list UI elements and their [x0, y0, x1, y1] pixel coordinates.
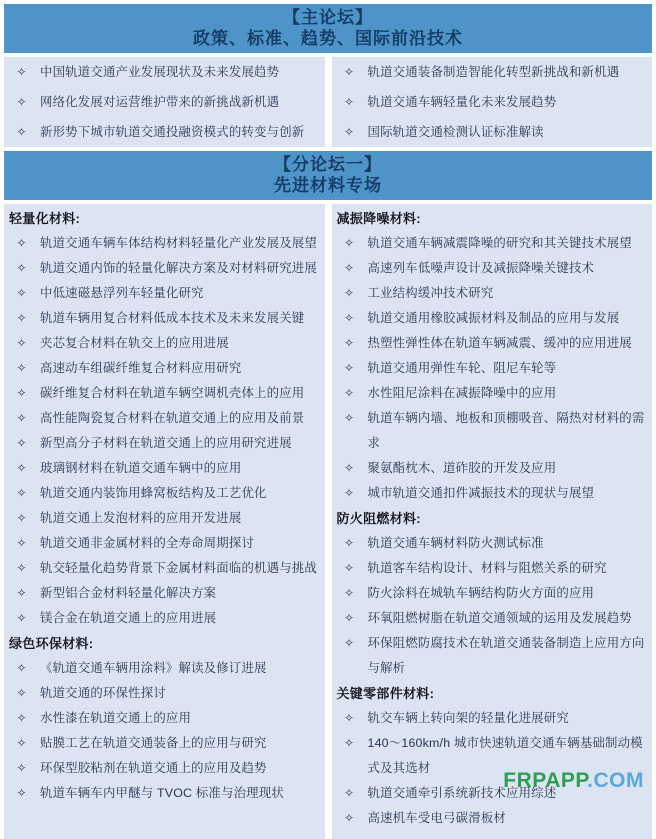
- section-heading: 防火阻燃材料:: [336, 511, 421, 526]
- agenda-item-label: 轨道交通车辆轻量化未来发展趋势: [367, 95, 557, 109]
- diamond-bullet-icon: ✧: [16, 436, 27, 450]
- diamond-bullet-icon: ✧: [343, 386, 355, 400]
- diamond-bullet-icon: ✧: [343, 611, 355, 625]
- agenda-item-label: 轨道客车结构设计、材料与阻燃关系的研究: [367, 561, 607, 575]
- agenda-item: [4, 781, 325, 806]
- agenda-item: [332, 706, 653, 731]
- watermark-site-tld: .COM: [587, 769, 644, 792]
- diamond-bullet-icon: ✧: [16, 711, 27, 725]
- sub-forum-title: 【分论坛一】: [274, 155, 382, 174]
- diamond-bullet-icon: ✧: [343, 411, 355, 425]
- agenda-item-label: 轨道交通上发泡材料的应用开发进展: [40, 511, 242, 525]
- agenda-item-label: 轨道交通内饰的轻量化解决方案及对材料研究进展: [40, 261, 317, 275]
- diamond-bullet-icon: ✧: [343, 336, 355, 350]
- agenda-item-label: 聚氨酯枕木、道砟胶的开发及应用: [367, 461, 557, 475]
- diamond-bullet-icon: ✧: [343, 561, 355, 575]
- diamond-bullet-icon: ✧: [16, 336, 27, 350]
- agenda-item: [332, 731, 653, 781]
- agenda-item-label: 轨道交通用橡胶减振材料及制品的应用与发展: [367, 311, 620, 325]
- diamond-bullet-icon: ✧: [343, 236, 355, 250]
- agenda-item-label: 城市轨道交通扣件减振技术的现状与展望: [367, 486, 595, 500]
- diamond-bullet-icon: ✧: [343, 586, 355, 600]
- agenda-item-label: 贴膜工艺在轨道交通装备上的应用与研究: [40, 736, 267, 750]
- main-forum-header-band: [4, 4, 652, 53]
- agenda-item: [332, 531, 653, 556]
- agenda-item-label: 环氧阻燃树脂在轨道交通领域的运用及发展趋势: [367, 611, 632, 625]
- agenda-item-label: 高速动车组碳纤维复合材料应用研究: [40, 361, 242, 375]
- diamond-bullet-icon: ✧: [16, 786, 27, 800]
- diamond-bullet-icon: ✧: [16, 411, 27, 425]
- diamond-bullet-icon: ✧: [343, 711, 355, 725]
- diamond-bullet-icon: ✧: [16, 236, 27, 250]
- agenda-item: [4, 57, 325, 87]
- agenda-item: [332, 331, 653, 356]
- agenda-item-label: 《轨道交通车辆用涂料》解读及修订进展: [40, 661, 267, 675]
- agenda-item-label: 中低速磁悬浮列车轻量化研究: [40, 286, 204, 300]
- agenda-item-label: 轨道交通内装饰用蜂窝板结构及工艺优化: [40, 486, 267, 500]
- diamond-bullet-icon: ✧: [16, 311, 27, 325]
- diamond-bullet-icon: ✧: [343, 811, 355, 825]
- agenda-item: [332, 356, 653, 381]
- diamond-bullet-icon: ✧: [16, 65, 27, 79]
- agenda-item: [4, 581, 325, 606]
- diamond-bullet-icon: ✧: [343, 286, 355, 300]
- agenda-item: [4, 231, 325, 256]
- agenda-item: [4, 281, 325, 306]
- agenda-item-label: 热塑性弹性体在轨道车辆减震、缓冲的应用进展: [367, 336, 632, 350]
- sub-forum-header-band: [4, 151, 652, 200]
- main-forum-left-column: [4, 57, 325, 147]
- diamond-bullet-icon: ✧: [16, 461, 27, 475]
- diamond-bullet-icon: ✧: [343, 125, 355, 139]
- agenda-item-label: 轨道交通非金属材料的全寿命周期探讨: [40, 536, 255, 550]
- diamond-bullet-icon: ✧: [16, 611, 27, 625]
- diamond-bullet-icon: ✧: [16, 511, 27, 525]
- main-forum-topics: [4, 57, 652, 147]
- agenda-item: [4, 87, 325, 117]
- agenda-item-label: 新型铝合金材料轻量化解决方案: [40, 586, 217, 600]
- agenda-item: [4, 706, 325, 731]
- agenda-item-label: 轨交车辆上转向架的轻量化进展研究: [367, 711, 569, 725]
- diamond-bullet-icon: ✧: [343, 361, 355, 375]
- diamond-bullet-icon: ✧: [343, 536, 355, 550]
- diamond-bullet-icon: ✧: [16, 95, 27, 109]
- agenda-item: [4, 256, 325, 281]
- sub-forum-topics: [4, 204, 652, 839]
- agenda-item-label: 国际轨道交通检测认证标准解读: [367, 125, 544, 139]
- watermark-site-name: FRPAPP: [503, 769, 588, 792]
- agenda-item: [4, 756, 325, 781]
- agenda-item: [4, 481, 325, 506]
- sub-forum-right-column: [332, 204, 653, 839]
- diamond-bullet-icon: ✧: [16, 736, 27, 750]
- agenda-item-label: 高速列车低噪声设计及减振降噪关键技术: [367, 261, 595, 275]
- agenda-item-label: 玻璃钢材料在轨道交通车辆中的应用: [40, 461, 242, 475]
- agenda-item-label: 夹芯复合材料在轨交上的应用进展: [40, 336, 229, 350]
- agenda-item: [332, 306, 653, 331]
- agenda-item-label: 水性漆在轨道交通上的应用: [40, 711, 192, 725]
- agenda-item: [332, 87, 653, 117]
- diamond-bullet-icon: ✧: [16, 661, 27, 675]
- agenda-item: [4, 506, 325, 531]
- diamond-bullet-icon: ✧: [16, 561, 27, 575]
- diamond-bullet-icon: ✧: [343, 736, 355, 750]
- agenda-item: [332, 57, 653, 87]
- agenda-item-label: 轨道交通牵引系统新技术应用综述: [367, 786, 557, 800]
- agenda-item: [332, 631, 653, 681]
- diamond-bullet-icon: ✧: [343, 461, 355, 475]
- agenda-item: [4, 656, 325, 681]
- agenda-item: [332, 781, 653, 806]
- agenda-item-label: 工业结构缓冲技术研究: [367, 286, 494, 300]
- agenda-item: [4, 456, 325, 481]
- agenda-item-label: 环保阻燃防腐技术在轨道交通装备制造上应用方向与解析: [367, 636, 645, 675]
- agenda-item: [332, 406, 653, 456]
- diamond-bullet-icon: ✧: [16, 361, 27, 375]
- agenda-item: [332, 806, 653, 831]
- main-forum-title: 【主论坛】: [283, 8, 373, 27]
- agenda-item: [4, 406, 325, 431]
- diamond-bullet-icon: ✧: [343, 95, 355, 109]
- agenda-item: [332, 456, 653, 481]
- agenda-item-label: 轨道车辆用复合材料低成本技术及未来发展关键: [40, 311, 305, 325]
- agenda-item-label: 轨道车辆车内甲醚与 TVOC 标准与治理现状: [40, 786, 284, 800]
- agenda-item: [4, 531, 325, 556]
- agenda-item-label: 环保型胶粘剂在轨道交通上的应用及趋势: [40, 761, 267, 775]
- sub-forum-left-column: [4, 204, 325, 839]
- diamond-bullet-icon: ✧: [16, 761, 27, 775]
- agenda-item: [4, 731, 325, 756]
- agenda-item-label: 轨道车辆内墙、地板和顶棚吸音、隔热对材料的需求: [367, 411, 645, 450]
- diamond-bullet-icon: ✧: [343, 636, 355, 650]
- diamond-bullet-icon: ✧: [16, 286, 27, 300]
- agenda-item-label: 轨道交通车辆车体结构材料轻量化产业发展及展望: [40, 236, 317, 250]
- agenda-item-label: 轨道交通车辆材料防火测试标准: [367, 536, 544, 550]
- sub-forum-subtitle: 先进材料专场: [274, 176, 382, 195]
- agenda-item: [332, 556, 653, 581]
- diamond-bullet-icon: ✧: [16, 125, 27, 139]
- section-heading: 减振降噪材料:: [336, 211, 421, 226]
- agenda-item-label: 高性能陶瓷复合材料在轨道交通上的应用及前景: [40, 411, 305, 425]
- agenda-item: [4, 117, 325, 147]
- agenda-item: [332, 381, 653, 406]
- agenda-item: [4, 556, 325, 581]
- agenda-item-label: 碳纤维复合材料在轨道车辆空调机壳体上的应用: [40, 386, 305, 400]
- agenda-item-label: 新型高分子材料在轨道交通上的应用研究进展: [40, 436, 292, 450]
- agenda-item-label: 高速机车受电弓碳滑板材: [367, 811, 506, 825]
- agenda-item: [332, 281, 653, 306]
- agenda-item-label: 轨道交通的环保性探讨: [40, 686, 166, 700]
- diamond-bullet-icon: ✧: [343, 786, 355, 800]
- diamond-bullet-icon: ✧: [16, 261, 27, 275]
- diamond-bullet-icon: ✧: [343, 311, 355, 325]
- agenda-item: [332, 256, 653, 281]
- agenda-item: [4, 606, 325, 631]
- section-heading: 轻量化材料:: [9, 211, 81, 226]
- agenda-item: [332, 581, 653, 606]
- agenda-item-label: 新形势下城市轨道交通投融资模式的转变与创新: [40, 125, 305, 139]
- diamond-bullet-icon: ✧: [343, 65, 355, 79]
- agenda-item: [332, 117, 653, 147]
- agenda-item: [4, 331, 325, 356]
- diamond-bullet-icon: ✧: [343, 261, 355, 275]
- agenda-item-label: 水性阻尼涂料在减振降噪中的应用: [367, 386, 557, 400]
- agenda-item-label: 轨道交通用弹性车轮、阻尼车轮等: [367, 361, 557, 375]
- agenda-item-label: 140～160km/h 城市快速轨道交通车辆基础制动模式及其选材: [367, 736, 643, 775]
- agenda-item-label: 防火涂料在城轨车辆结构防火方面的应用: [367, 586, 595, 600]
- agenda-item-label: 网络化发展对运营维护带来的新挑战新机遇: [40, 95, 280, 109]
- diamond-bullet-icon: ✧: [16, 586, 27, 600]
- section-heading: 关键零部件材料:: [336, 686, 435, 701]
- diamond-bullet-icon: ✧: [16, 686, 27, 700]
- agenda-item-label: 轨道交通装备制造智能化转型新挑战和新机遇: [367, 65, 620, 79]
- agenda-item-label: 轨道交通车辆减震降噪的研究和其关键技术展望: [367, 236, 632, 250]
- agenda-item: [4, 356, 325, 381]
- agenda-item-label: 中国轨道交通产业发展现状及未来发展趋势: [40, 65, 280, 79]
- agenda-item: [332, 231, 653, 256]
- agenda-item: [4, 381, 325, 406]
- agenda-item-label: 镁合金在轨道交通上的应用进展: [40, 611, 217, 625]
- agenda-item: [4, 431, 325, 456]
- diamond-bullet-icon: ✧: [343, 486, 355, 500]
- diamond-bullet-icon: ✧: [16, 386, 27, 400]
- main-forum-right-column: [332, 57, 653, 147]
- section-heading: 绿色环保材料:: [9, 636, 94, 651]
- agenda-item: [4, 306, 325, 331]
- agenda-item: [332, 606, 653, 631]
- diamond-bullet-icon: ✧: [16, 486, 27, 500]
- agenda-item: [4, 681, 325, 706]
- diamond-bullet-icon: ✧: [16, 536, 27, 550]
- main-forum-subtitle: 政策、标准、趋势、国际前沿技术: [193, 29, 463, 48]
- agenda-item-label: 轨交轻量化趋势背景下金属材料面临的机遇与挑战: [40, 561, 317, 575]
- agenda-item: [332, 481, 653, 506]
